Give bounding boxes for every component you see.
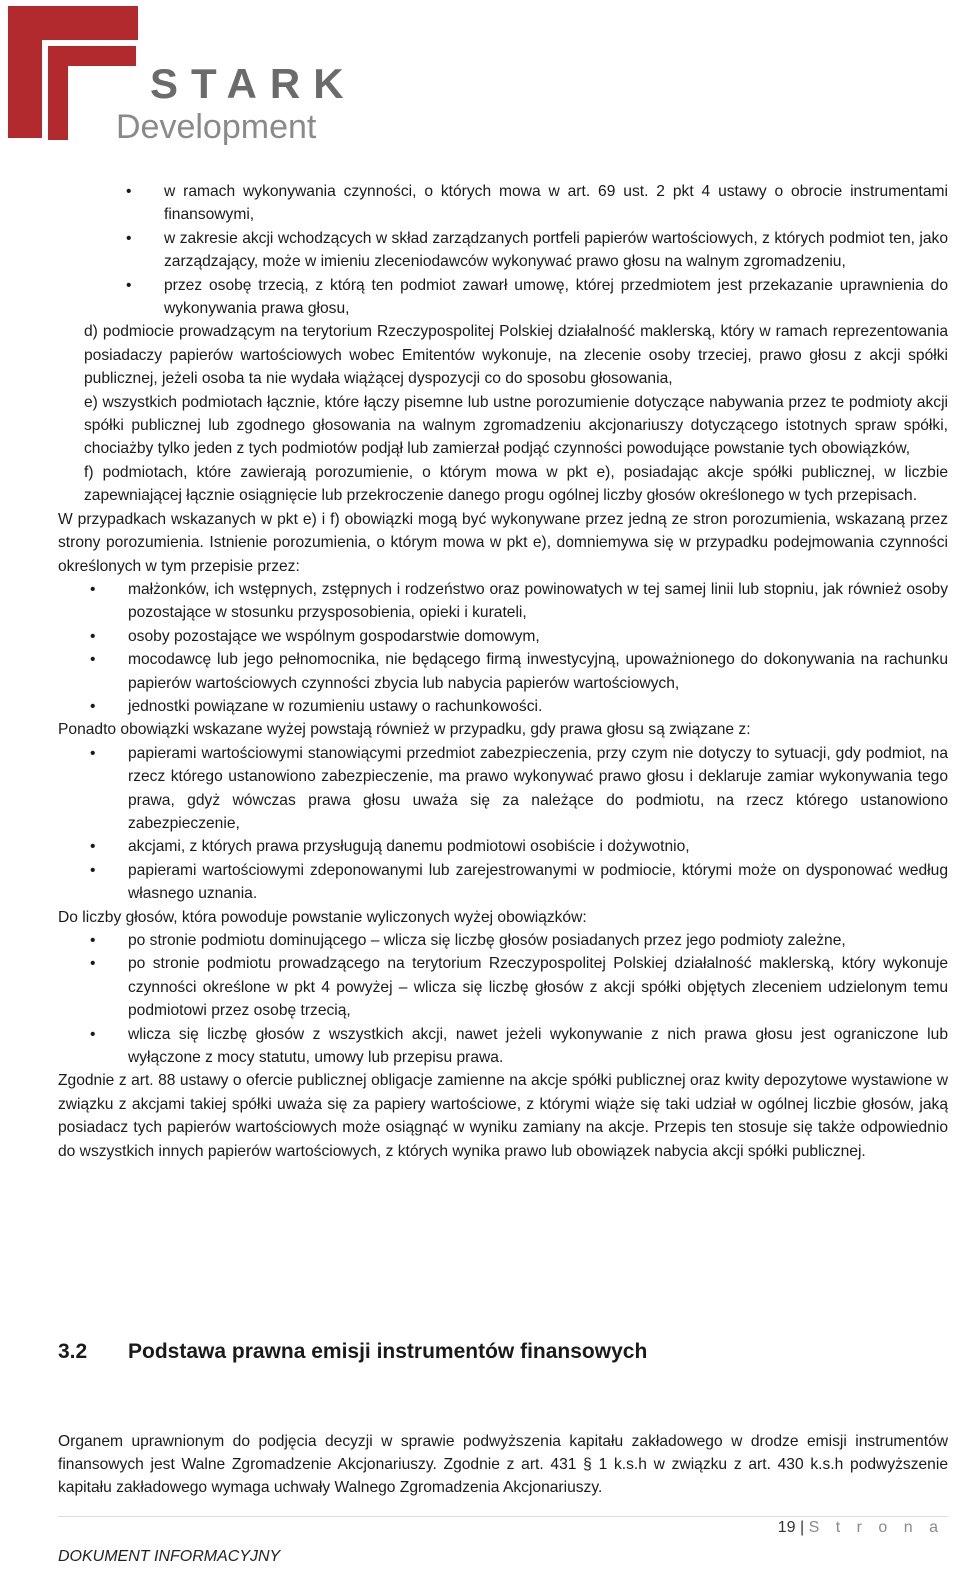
section-number: 3.2 [58,1340,88,1363]
list-item-text: akcjami, z których prawa przysługują danemu podmiotowi osobiście i dożywotnio, [128,838,690,856]
list-item [58,929,948,952]
bullet-icon: • [90,627,96,645]
list-item-text: jednostki powiązane w rozumieniu ustawy o rachunkowości. [128,697,543,715]
paragraph: Ponadto obowiązki wskazane wyżej powstają również w przypadku, gdy prawa głosu są związane z: [58,721,751,739]
logo-text-stark: STARK [150,60,357,107]
item-e: e) wszystkich podmiotach łącznie, które łączy pisemne lub ustne porozumienie dotyczące nabywania przez te podmioty akcji spółki publicznej lub zgodnego głosowania na walnym zgromadzeniu akcjonariuszy dotyczącego istotnych spraw spółki, chociażby tylko jeden z tych podmiotów podjął lub zamierzał podjąć czynności powodujące powstanie tych obowiązków, [84,393,948,458]
list-item [58,227,948,274]
item-d: d) podmiocie prowadzącym na terytorium Rzeczypospolitej Polskiej działalność maklerską, który w ramach reprezentowania posiadaczy papierów wartościowych wobec Emitentów wykonuje, na zlecenie osoby trzeciej, prawo głosu z akcji spółki publicznej, jeżeli osoba ta nie wydała wiążącej dyspozycji co do sposobu głosowania, [84,323,948,388]
list-item-text: w zakresie akcji wchodzących w skład zarządzanych portfeli papierów wartościowych, z których podmiot ten, jako zarządzający, może w imieniu zleceniodawców wykonywać prawo głosu na walnym zgromadzeniu, [164,229,948,271]
paragraph: Zgodnie z art. 88 ustawy o ofercie publicznej obligacje zamienne na akcje spółki publicznej oraz kwity depozytowe wystawione w związku z akcjami takiej spółki uważa się za papiery wartościowe, z którymi wiąże się taki udział w ogólnej liczbie głosów, jaką posiadacz tych papierów wartościowych może osiągnąć w wyniku zamiany na akcje. Przepis ten stosuje się także odpowiednio do wszystkich innych papierów wartościowych, z których wynika prawo lub obowiązek nabycia akcji spółki publicznej. [58,1072,948,1160]
paragraph: Do liczby głosów, która powoduje powstanie wyliczonych wyżej obowiązków: [58,908,587,926]
list-item-text: osoby pozostające we wspólnym gospodarstwie domowym, [128,627,540,645]
list-item [58,952,948,1022]
list-item-text: papierami wartościowymi zdeponowanymi lub zarejestrowanymi w podmiocie, którymi może on dysponować według własnego uznania. [128,861,948,903]
page-number-value: 19 [777,1519,796,1536]
bullet-icon: • [90,580,96,598]
logo-mark-left [8,6,42,138]
logo-text-development: Development [116,108,317,146]
logo-mark-inner-left [48,46,68,140]
list-item [58,695,948,718]
bullet-icon: • [90,651,96,669]
item-f: f) podmiotach, które zawierają porozumienie, o którym mowa w pkt e), posiadając akcje spółki publicznej, w liczbie zapewniającej łącznie osiągnięcie lub przekroczenie danego progu ogólnej liczby głosów określonego w tych przepisach. [84,463,948,505]
list-item-text: mocodawcę lub jego pełnomocnika, nie będącego firmą inwestycyjną, upoważnionego do dokonywania na rachunku papierów wartościowych czynności zbycia lub nabycia papierów wartościowych, [128,651,948,692]
bullet-icon: • [126,276,132,294]
list-item [58,742,948,836]
list-item [58,859,948,906]
list-item-text: po stronie podmiotu prowadzącego na terytorium Rzeczypospolitej Polskiej działalność maklerską, który wykonuje czynności określone w pkt 4 powyżej – wlicza się liczbę głosów z akcji spółki objętych zleceniem udzielonym temu podmiotowi przez osobę trzecią, [128,955,948,1020]
company-logo [0,0,357,160]
list-item-text: po stronie podmiotu dominującego – wlicza się liczbę głosów posiadanych przez jego podmioty zależne, [128,932,846,949]
document-name: DOKUMENT INFORMACYJNY [58,1548,281,1565]
bullet-icon: • [90,955,96,973]
bullet-icon: • [126,229,132,247]
section-heading [58,1340,647,1364]
section-title: Podstawa prawna emisji instrumentów finansowych [128,1340,648,1363]
document-body [58,180,948,1163]
list-item [58,1023,948,1070]
list-item [58,648,948,695]
bullet-icon: • [90,838,96,856]
list-item [58,625,948,648]
list-item-text: wlicza się liczbę głosów z wszystkich akcji, nawet jeżeli wykonywanie z nich prawa głosu jest ograniczone lub wyłączone z mocy statutu, umowy lub przepisu prawa. [128,1025,948,1067]
list-item [58,180,948,227]
bullet-icon: • [90,932,96,949]
page-number-separator: | [800,1519,805,1536]
paragraph: W przypadkach wskazanych w pkt e) i f) obowiązki mogą być wykonywane przez jedną ze stron porozumienia, wskazaną przez strony porozumienia. Istnienie porozumienia, o którym mowa w pkt e), domniemywa się w przypadku podejmowania czynności określonych w tym przepisie przez: [58,510,948,575]
list-item-text: małżonków, ich wstępnych, zstępnych i rodzeństwo oraz powinowatych w tej samej linii lub stopniu, jak również osoby pozostające w stosunku przysposobienia, opieki i kurateli, [128,580,948,622]
list-item [58,835,948,858]
list-item-text: papierami wartościowymi stanowiącymi przedmiot zabezpieczenia, przy czym nie dotyczy to sytuacji, gdy podmiot, na rzecz którego ustanowiono zabezpieczenie, ma prawo wykonywać prawo głosu i deklaruje zamiar wykonywania tego prawa, gdyż wówczas prawa głosu uważa się za należące do podmiotu, na rzecz którego ustanowiono zabezpieczenie, [128,744,948,832]
bullet-icon: • [90,697,96,715]
bullet-icon: • [126,183,132,200]
list-item-text: w ramach wykonywania czynności, o których mowa w art. 69 ust. 2 pkt 4 ustawy o obrocie instrumentami finansowymi, [164,183,948,224]
paragraph: Organem uprawnionym do podjęcia decyzji w sprawie podwyższenia kapitału zakładowego w drodze emisji instrumentów finansowych jest Walne Zgromadzenie Akcjonariuszy. Zgodnie z art. 431 § 1 k.s.h w związku z art. 430 k.s.h podwyższenie kapitału zakładowego wymaga uchwały Walnego Zgromadzenia Akcjonariuszy. [58,1432,948,1497]
bullet-icon: • [90,861,96,879]
footer-divider [58,1516,948,1517]
list-item [58,578,948,625]
page-label: S t r o n a [808,1519,944,1536]
bullet-icon: • [90,744,96,762]
list-item-text: przez osobę trzecią, z którą ten podmiot zawarł umowę, której przedmiotem jest przekazanie uprawnienia do wykonywania prawa głosu, [164,276,948,318]
list-item [58,274,948,321]
page-number [778,1519,944,1537]
bullet-icon: • [90,1025,96,1043]
